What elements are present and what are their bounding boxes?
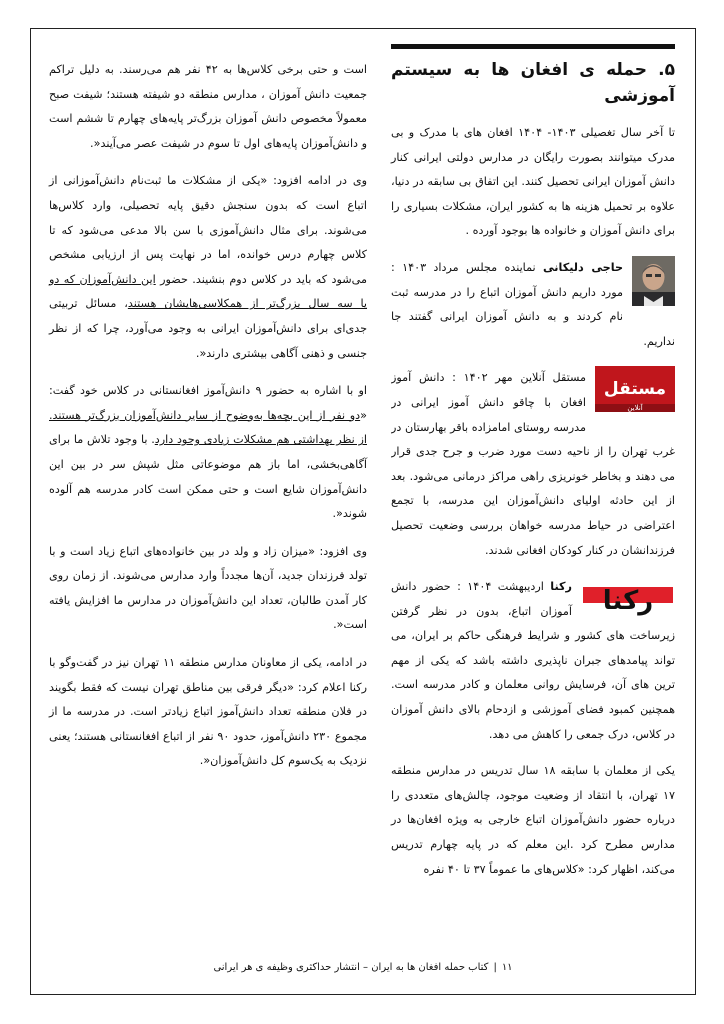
left-paragraph-3-a: او با اشاره به حضور ۹ دانش‌آموز افغانستانی در کلاس خود گفت: « — [49, 384, 367, 422]
left-paragraph-1: است و حتی برخی کلاس‌ها به ۴۲ نفر هم می‌رسند. به دلیل تراکم جمعیت دانش آموزان ، مدارس منطقه دو شیفته هستند؛ شیفت صبح معمولاً مخصوص دانش آموزان بزرگ‌تر پایه‌های چهارم تا ششم است و دانش‌آموزان پایه‌های اول تا سوم در شیفت عصر می‌آیند«. — [49, 63, 367, 150]
rokna-quote — [391, 575, 675, 747]
rokna-body: اردیبهشت ۱۴۰۴ : حضور دانش آموزان اتباع، بدون در نظر گرفتن زیرساخت های کشور و شرایط فرهنگی حاکم بر ایران، می تواند پیامدهای جبران ناپذیری داشته باشد که یکی از مهم ترین های آن، فرسایش روانی معلمان و کادر مدرسه است. همچنین کمبود فضای آموزشی و ازدحام بالای دانش آموزان در کلاس، درک جمعی را کاهش می دهد. — [391, 580, 675, 741]
teacher-paragraph: یکی از معلمان با سابقه ۱۸ سال تدریس در مدارس منطقه ۱۷ تهران، با انتقاد از وضعیت موجود، چالش‌های متعددی را درباره حضور دانش‌آموزان اتباع خارجی به ویژه افغان‌ها در مدارس مطرح کرد .این معلم که در پایه چهارم تدریس می‌کند، اظهار کرد: «کلاس‌های ما عموماً ۳۷ تا ۴۰ نفره — [391, 764, 675, 876]
mostaghel-logo — [595, 366, 675, 412]
dalikhani-portrait — [632, 256, 675, 306]
dalikhani-body: نماینده مجلس مرداد ۱۴۰۳ : مورد داریم دانش آموزان اتباع را در مدرسه ثبت نام کردند و به دانش آموزان ایرانی گفتند جا نداریم. — [391, 260, 675, 348]
left-paragraph-3-b: . با وجود تلاش ما برای آگاهی‌بخشی، اما باز هم موضوعاتی مثل شپش سر در بین این دانش‌آموزان شایع است و حتی ممکن است کادر مدرسه هم آلوده شوند«. — [49, 433, 367, 521]
page-number: ۱۱ — [501, 962, 513, 973]
right-column — [391, 44, 675, 894]
title-rule — [391, 44, 675, 49]
dalikhani-name: حاجی دلیکانی — [542, 260, 624, 274]
mostaghel-logo-sub: آنلاین — [627, 404, 643, 413]
left-paragraph-3 — [49, 379, 367, 527]
left-paragraph-4: وی افزود: «میزان زاد و ولد در بین خانواده‌های اتباع زیاد است و با تولد فرزندان جدید، آن‌ها مجدداً وارد مدارس می‌شوند. از زمان روی کار آمدن طالبان، تعداد این دانش‌آموزان در مدارس ما افزایش یافته است«. — [49, 544, 367, 632]
left-paragraph-2 — [49, 169, 367, 366]
left-paragraph-2-b: ، مسائل تربیتی جدی‌ای برای دانش‌آموزان ایرانی به وجود می‌آورد، چرا که از نظر جنسی و ذهنی آگاهی بیشتری دارند«. — [49, 297, 367, 360]
mostaghel-quote — [391, 366, 675, 563]
left-column — [49, 58, 367, 787]
footer-separator: | — [493, 962, 497, 973]
mostaghel-text: مستقل آنلاین مهر ۱۴۰۲ : دانش آموز افغان با چاقو دانش آموز ایرانی در مدرسه روستای امامزاده باقر بهارستان در غرب تهران را از ناحیه دست مورد ضرب و جرح جدی قرار می دهند و بخاطر خونریزی راهی مراکز درمانی می‌شود. بعد از این حادثه اولیای دانش‌آموزان این مدرسه، با تجمع اعتراضی در حیاط مدرسه خواهان بررسی وضعیت تحصیل فرزندانشان در کنار کودکان افغانی شدند. — [391, 371, 675, 557]
left-paragraph-2-a: وی در ادامه افزود: «یکی از مشکلات ما ثبت‌نام دانش‌آموزانی از اتباع است که بدون سنجش دقیق پایه تحصیلی، وارد کلاس‌ها می‌شوند. برای مثال دانش‌آموزی با سن بالا مدعی می‌شود که تا کلاس چهارم درس خوانده، اما در نهایت پس از ارزیابی مشخص می‌شود که باید در کلاس دوم بنشیند. حضور — [49, 174, 367, 286]
left-paragraph-3-underlined: دو نفر از این بچه‌ها به‌وضوح از سایر دانش‌آموزان بزرگ‌تر هستند. از نظر بهداشتی هم مشکلات زیادی وجود دارد — [49, 408, 367, 447]
dalikhani-quote — [391, 256, 675, 354]
left-paragraph-5: در ادامه، یکی از معاونان مدارس منطقه ۱۱ تهران نیز در گفت‌وگو با رکنا اعلام کرد: «دیگر فرقی بین مناطق تهران نیست که فقط بگویند در فلان منطقه تعداد دانش‌آموز اتباع زیادتر است. در مدرسه ما از مجموع ۲۳۰ دانش‌آموز، حدود ۹۰ نفر از اتباع افغانستانی هستند؛ یعنی نزدیک به یک‌سوم کل دانش‌آموزان«. — [49, 656, 368, 768]
section-intro: تا آخر سال تغصیلی ۱۴۰۳- ۱۴۰۴ افغان های با مدرک و بی مدرک میتوانند بصورت رایگان در مدارس دولتی ایرانی کنار دانش آموزان ایرانی تحصیل کنند. این اتفاق بی سابقه در دنیا، علاوه بر تحمیل هزینه ها به کشور ایران، مشکلات بسیاری را برای دانش آموزان و خانواده ها بوجود آورده . — [391, 126, 676, 238]
page-footer — [30, 961, 696, 975]
rokna-logo — [581, 575, 675, 619]
book-title: کتاب حمله افغان ها به ایران – انتشار حداکثری وظیفه ی هر ایرانی — [213, 962, 489, 973]
left-paragraph-2-underlined: این دانش‌آموزان که دو یا سه سال بزرگ‌تر از همکلاسی‌هایشان هستند — [49, 272, 368, 311]
rokna-name: رکنا — [550, 580, 572, 594]
rokna-logo-text: رکنا — [602, 586, 654, 617]
mostaghel-logo-text: مستقل — [603, 379, 667, 400]
section-title: ۵. حمله ی افغان ها به سیستم آموزشی — [391, 60, 675, 106]
